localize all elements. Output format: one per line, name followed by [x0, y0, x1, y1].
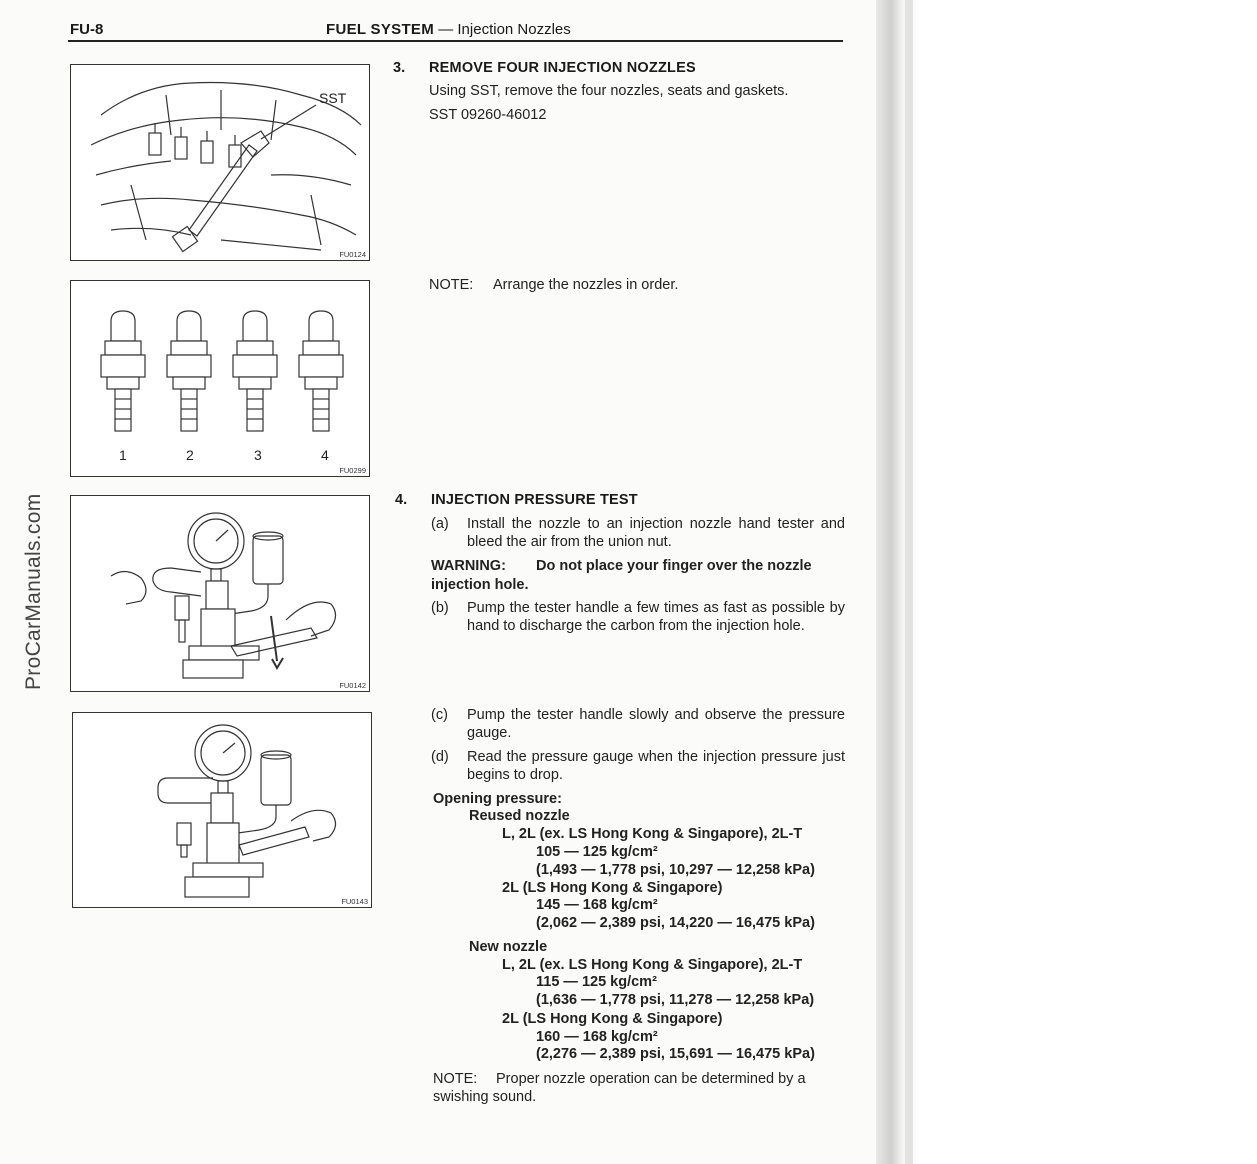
step-4-d — [431, 748, 845, 788]
warning-label: WARNING: — [431, 558, 506, 574]
page-code: FU-8 — [70, 21, 104, 38]
step-4-c-text: Pump the tester handle slowly and observe the pressure gauge. — [467, 707, 845, 741]
new-nozzle-heading: New nozzle — [469, 939, 548, 955]
hand-tester-gauge-illustration — [73, 713, 371, 907]
nozzle-number-1: 1 — [119, 447, 127, 463]
reused-conversion-2: (2,062 — 2,389 psi, 14,220 — 16,475 kPa) — [536, 915, 815, 931]
step-4-d-key: (d) — [431, 749, 449, 765]
nozzle-number-2: 2 — [186, 447, 194, 463]
reused-value-1: 105 — 125 kg/cm² — [536, 844, 658, 860]
step-4-a-key: (a) — [431, 516, 449, 532]
step-4-b — [431, 599, 845, 655]
nozzle-number-3: 3 — [254, 447, 262, 463]
figure-nozzles-in-order — [70, 280, 370, 477]
step-4-b-text: Pump the tester handle a few times as fast as possible by hand to discharge the carbon from the injection hole. — [467, 600, 845, 634]
figure-tester-fast-pump — [70, 495, 370, 692]
step-4-d-text: Read the pressure gauge when the injection pressure just begins to drop. — [467, 749, 845, 783]
step-4-c-key: (c) — [431, 707, 448, 723]
step-4-note-line-1: Proper nozzle operation can be determined by a — [496, 1071, 806, 1087]
figure-nozzle-removal — [70, 64, 370, 261]
new-model-1: L, 2L (ex. LS Hong Kong & Singapore), 2L-T — [502, 957, 803, 973]
binding-gutter — [876, 0, 920, 1164]
binding-edge — [905, 0, 913, 1164]
figure-code: FU0299 — [339, 466, 366, 475]
section-title: FUEL SYSTEM — [326, 21, 435, 38]
step-3-note-text: Arrange the nozzles in order. — [493, 277, 679, 293]
opening-pressure-heading: Opening pressure: — [433, 791, 562, 807]
new-value-2: 160 — 168 kg/cm² — [536, 1029, 658, 1045]
warning-line-1: Do not place your finger over the nozzle — [536, 558, 812, 574]
step-4-title: INJECTION PRESSURE TEST — [431, 492, 638, 508]
reused-model-2: 2L (LS Hong Kong & Singapore) — [502, 880, 723, 896]
sst-label: SST — [319, 90, 347, 106]
nozzle-1 — [101, 311, 145, 431]
step-3-title: REMOVE FOUR INJECTION NOZZLES — [429, 60, 696, 76]
step-4-number: 4. — [395, 492, 408, 508]
nozzle-2 — [167, 311, 211, 431]
reused-conversion-1: (1,493 — 1,778 psi, 10,297 — 12,258 kPa) — [536, 862, 815, 878]
page-title — [326, 21, 571, 38]
nozzle-number-4: 4 — [321, 447, 329, 463]
new-model-2: 2L (LS Hong Kong & Singapore) — [502, 1011, 723, 1027]
step-3-note-label: NOTE: — [429, 277, 474, 293]
step-4-c — [431, 706, 845, 746]
nozzle-4 — [299, 311, 343, 431]
reused-value-2: 145 — 168 kg/cm² — [536, 897, 658, 913]
new-conversion-2: (2,276 — 2,389 psi, 15,691 — 16,475 kPa) — [536, 1046, 815, 1062]
step-4-b-key: (b) — [431, 600, 449, 616]
step-3-number: 3. — [393, 60, 406, 76]
step-4-note-line-2: swishing sound. — [433, 1089, 537, 1105]
step-3-sst-number: SST 09260-46012 — [429, 107, 547, 123]
warning-line-2: injection hole. — [431, 577, 529, 593]
figure-tester-slow-pump — [72, 712, 372, 908]
nozzle-3 — [233, 311, 277, 431]
figure-code: FU0142 — [339, 681, 366, 690]
step-4-note-label: NOTE: — [433, 1071, 478, 1087]
step-3-instruction: Using SST, remove the four nozzles, seats and gaskets. — [429, 83, 789, 99]
watermark: ProCarManuals.com — [22, 493, 45, 690]
header-rule — [68, 40, 843, 42]
title-dash: — — [434, 21, 458, 38]
new-value-1: 115 — 125 kg/cm² — [536, 974, 657, 990]
step-4-a — [431, 515, 845, 555]
step-4-a-text: Install the nozzle to an injection nozzle hand tester and bleed the air from the union nut. — [467, 516, 845, 550]
hand-tester-illustration — [71, 496, 369, 691]
new-conversion-1: (1,636 — 1,778 psi, 11,278 — 12,258 kPa) — [536, 992, 815, 1008]
reused-model-1: L, 2L (ex. LS Hong Kong & Singapore), 2L-T — [502, 826, 803, 842]
figure-code: FU0124 — [339, 250, 366, 259]
subsection-title: Injection Nozzles — [457, 21, 571, 38]
figure-code: FU0143 — [341, 897, 368, 906]
reused-nozzle-heading: Reused nozzle — [469, 808, 570, 824]
